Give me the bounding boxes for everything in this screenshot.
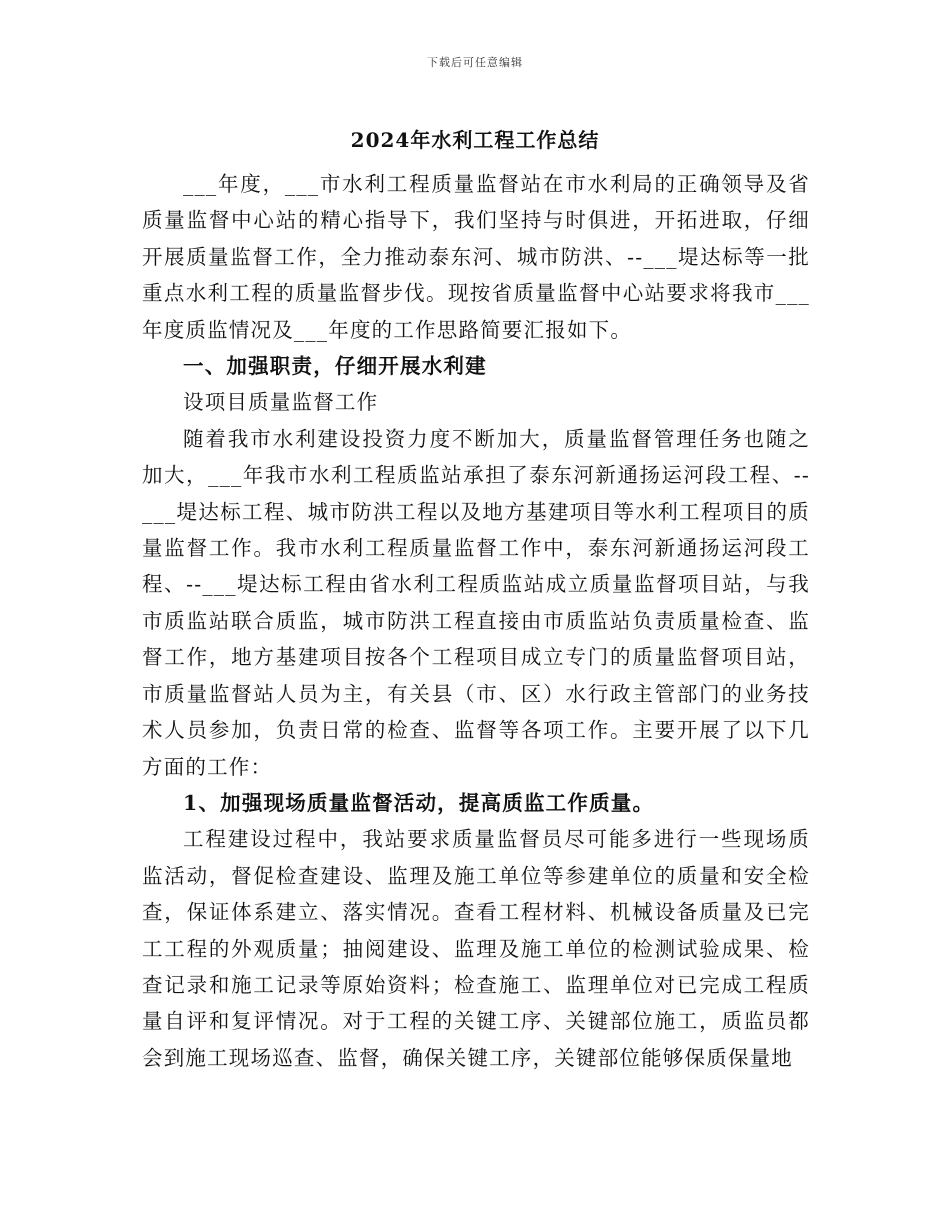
paragraph-intro: ___年度，___市水利工程质量监督站在市水利局的正确领导及省质量监督中心站的精心指导下，我们坚持与时俱进，开拓进取，仔细开展质量监督工作，全力推动泰东河、城市防洪、--___堤达标等一批重点水利工程的质量监督步伐。现按省质量监督中心站要求将我市___年度质监情况及___年度的工作思路简要汇报如下。 [142, 172, 810, 342]
header-note: 下载后可任意编辑 [427, 56, 523, 69]
section-heading: 一、加强职责，仔细开展水利建 [183, 354, 487, 379]
section-heading-continuation: 设项目质量监督工作 [183, 390, 379, 415]
document-title: 2024年水利工程工作总结 [350, 128, 600, 152]
paragraph-overview: 随着我市水利建设投资力度不断加大，质量监督管理任务也随之加大，___年我市水利工程质监站承担了泰东河新通扬运河段工程、--___堤达标工程、城市防洪工程以及地方基建项目等水利工程项目的质量监督工作。我市水利工程质量监督工作中，泰东河新通扬运河段工程、--___堤达标工程由省水利工程质监站成立质量监督项目站，与我市质监站联合质监，城市防洪工程直接由市质监站负责质量检查、监督工作，地方基建项目按各个工程项目成立专门的质量监督项目站，市质量监督站人员为主，有关县（市、区）水行政主管部门的业务技术人员参加，负责日常的检查、监督等各项工作。主要开展了以下几方面的工作： [142, 426, 810, 779]
document-body [142, 166, 810, 1076]
subsection-heading: 1、加强现场质量监督活动，提高质监工作质量。 [183, 790, 655, 815]
paragraph-site-supervision: 工程建设过程中，我站要求质量监督员尽可能多进行一些现场质监活动，督促检查建设、监理及施工单位等参建单位的质量和安全检查，保证体系建立、落实情况。查看工程材料、机械设备质量及已完工工程的外观质量；抽阅建设、监理及施工单位的检测试验成果、检查记录和施工记录等原始资料；检查施工、监理单位对已完成工程质量自评和复评情况。对于工程的关键工序、关键部位施工，质监员都会到施工现场巡查、监督，确保关键工序，关键部位能够保质保量地 [142, 827, 810, 1070]
